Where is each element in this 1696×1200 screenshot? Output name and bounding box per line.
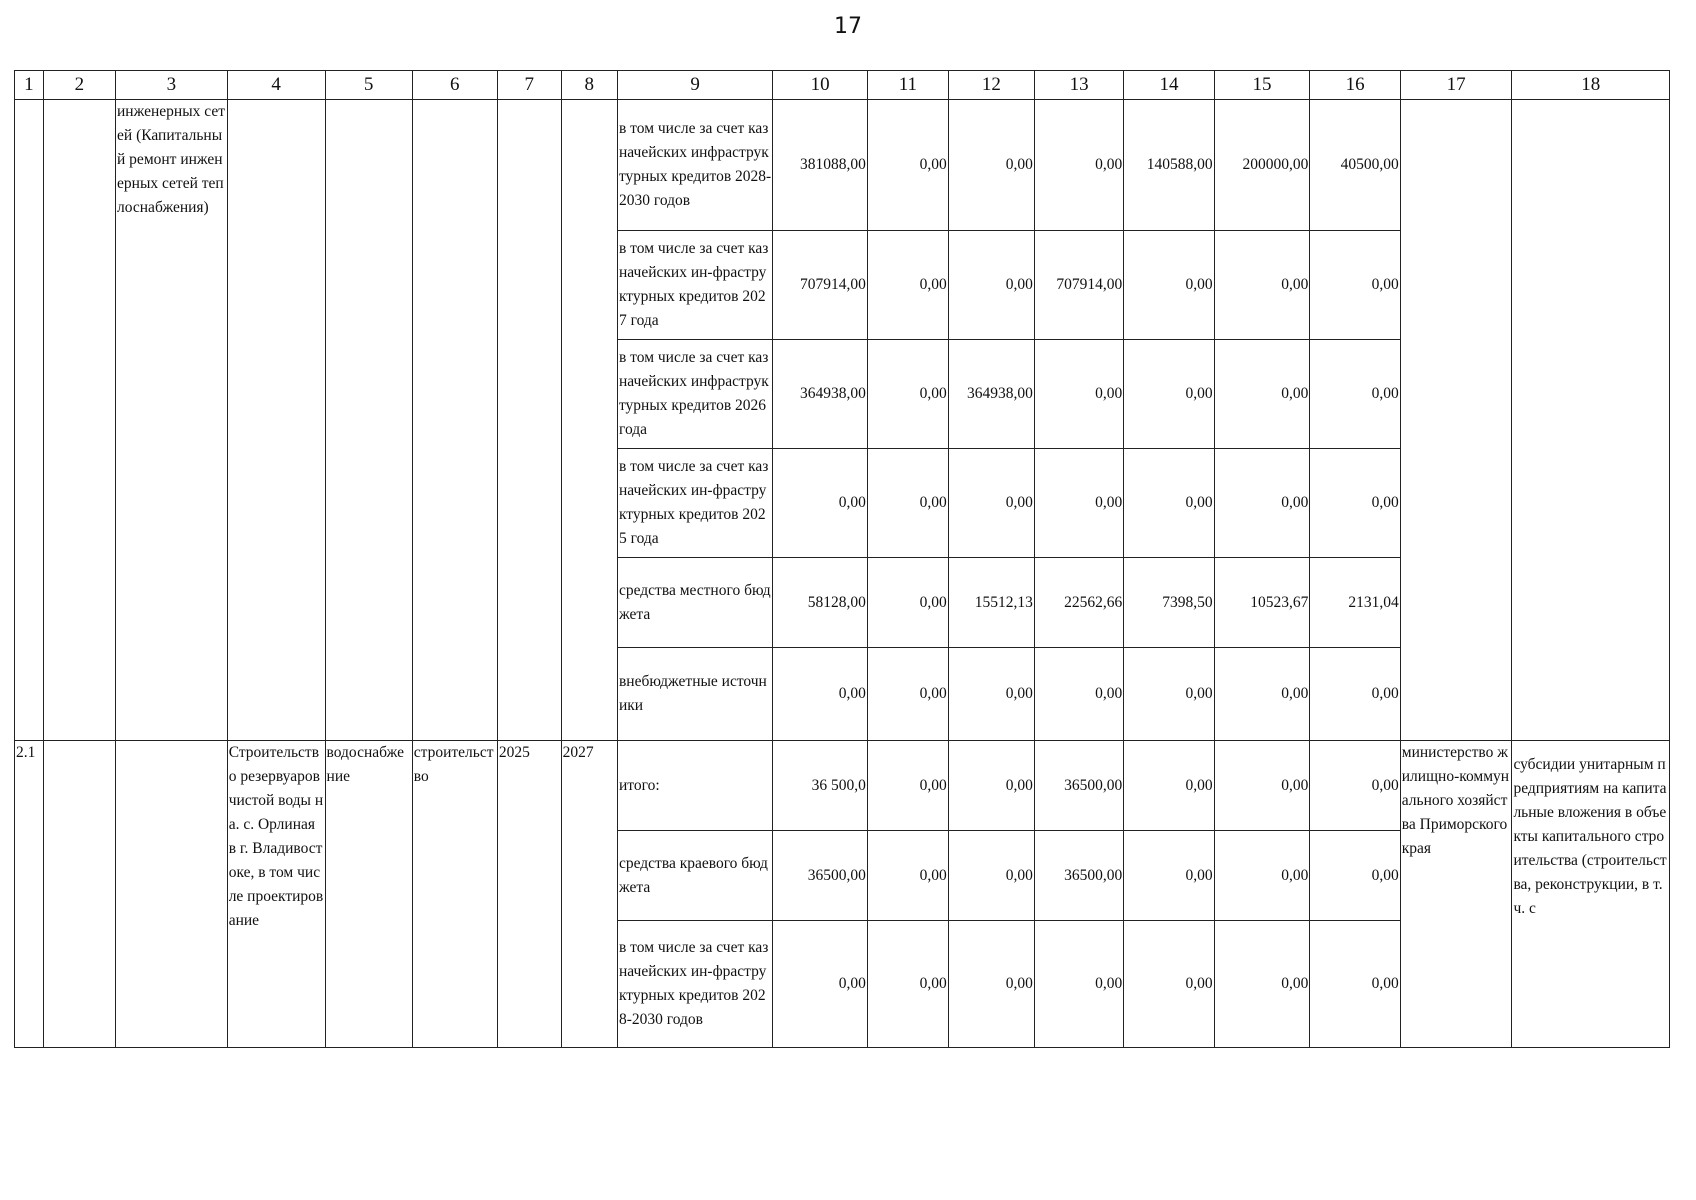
value-year: 36500,00 (1034, 831, 1123, 921)
col-header: 10 (773, 71, 868, 100)
value-year: 22562,66 (1034, 558, 1123, 648)
value-year: 15512,13 (948, 558, 1034, 648)
value-year: 0,00 (1214, 340, 1310, 449)
value-year: 0,00 (1310, 831, 1400, 921)
value-year: 0,00 (1034, 340, 1123, 449)
value-year: 0,00 (1310, 741, 1400, 831)
cell-col2 (43, 100, 115, 741)
object-name: инженерных сетей (Капитальный ремонт инженерных сетей теплоснабжения) (116, 100, 228, 741)
funding-source: средства краевого бюджета (617, 831, 772, 921)
table-row (15, 100, 1670, 231)
value-year: 0,00 (948, 741, 1034, 831)
value-year: 0,00 (1124, 449, 1214, 558)
value-year: 707914,00 (1034, 231, 1123, 340)
value-year: 364938,00 (948, 340, 1034, 449)
value-year: 36500,00 (1034, 741, 1123, 831)
value-year: 0,00 (948, 921, 1034, 1048)
funding-source: в том числе за счет казначейских ин-фраструктурных кредитов 2028-2030 годов (617, 921, 772, 1048)
value-year: 0,00 (1214, 741, 1310, 831)
cell-col4 (227, 100, 325, 741)
value-year: 0,00 (1034, 921, 1123, 1048)
value-year: 0,00 (1214, 831, 1310, 921)
value-year: 0,00 (948, 648, 1034, 741)
col-header: 14 (1124, 71, 1214, 100)
funding-source: в том числе за счет казначейских инфраструктурных кредитов 2028-2030 годов (617, 100, 772, 231)
cell-col3 (116, 741, 228, 1048)
value-year: 0,00 (867, 831, 948, 921)
cell-col5 (325, 100, 412, 741)
funding-source: в том числе за счет казначейских инфраструктурных кредитов 2026 года (617, 340, 772, 449)
value-year: 0,00 (948, 449, 1034, 558)
value-year: 0,00 (1214, 231, 1310, 340)
cell-col2 (43, 741, 115, 1048)
value-year: 2131,04 (1310, 558, 1400, 648)
value-total: 58128,00 (773, 558, 868, 648)
col-header: 11 (867, 71, 948, 100)
object-number: 2.1 (15, 741, 44, 1048)
value-year: 0,00 (948, 100, 1034, 231)
object-executor: министерство жилищно-коммунального хозяйства Приморского края (1400, 741, 1512, 1048)
value-total: 0,00 (773, 648, 868, 741)
value-year: 0,00 (1310, 648, 1400, 741)
col-header: 8 (561, 71, 617, 100)
cell-col6 (412, 100, 497, 741)
value-year: 0,00 (1124, 921, 1214, 1048)
value-year: 0,00 (1124, 231, 1214, 340)
value-year: 0,00 (1034, 100, 1123, 231)
value-year: 0,00 (1124, 340, 1214, 449)
col-header: 5 (325, 71, 412, 100)
value-year: 40500,00 (1310, 100, 1400, 231)
col-header: 1 (15, 71, 44, 100)
value-year: 0,00 (867, 340, 948, 449)
col-header: 2 (43, 71, 115, 100)
object-start-year: 2025 (497, 741, 561, 1048)
object-sector: водоснабжение (325, 741, 412, 1048)
value-year: 0,00 (1310, 340, 1400, 449)
value-year: 0,00 (867, 231, 948, 340)
funding-form-cell (1512, 100, 1670, 741)
value-year: 200000,00 (1214, 100, 1310, 231)
value-year: 0,00 (1124, 741, 1214, 831)
col-header: 6 (412, 71, 497, 100)
value-total: 36500,00 (773, 831, 868, 921)
col-header: 3 (116, 71, 228, 100)
col-header: 12 (948, 71, 1034, 100)
value-year: 0,00 (867, 558, 948, 648)
value-total: 36 500,0 (773, 741, 868, 831)
value-year: 10523,67 (1214, 558, 1310, 648)
value-year: 0,00 (948, 231, 1034, 340)
funding-source: в том числе за счет казначейских ин-фраструктурных кредитов 2025 года (617, 449, 772, 558)
value-year: 0,00 (1124, 831, 1214, 921)
value-total: 0,00 (773, 921, 868, 1048)
col-header: 13 (1034, 71, 1123, 100)
value-year: 0,00 (1214, 648, 1310, 741)
cell-col7 (497, 100, 561, 741)
value-year: 0,00 (1310, 231, 1400, 340)
col-header: 16 (1310, 71, 1400, 100)
funding-source: итого: (617, 741, 772, 831)
object-name: Строительство резервуаров чистой воды на. с. Орлиная в г. Владивостоке, в том числе проектирование (227, 741, 325, 1048)
col-header: 4 (227, 71, 325, 100)
col-header: 18 (1512, 71, 1670, 100)
value-year: 0,00 (1034, 648, 1123, 741)
col-header: 7 (497, 71, 561, 100)
value-total: 381088,00 (773, 100, 868, 231)
cell-number (15, 100, 44, 741)
value-year: 0,00 (867, 449, 948, 558)
executor-cell (1400, 100, 1512, 741)
value-year: 0,00 (1310, 921, 1400, 1048)
object-work-type: строительство (412, 741, 497, 1048)
page-number: 17 (834, 14, 862, 39)
col-header: 9 (617, 71, 772, 100)
value-year: 0,00 (1310, 449, 1400, 558)
value-year: 0,00 (867, 648, 948, 741)
cell-col8 (561, 100, 617, 741)
value-year: 0,00 (1124, 648, 1214, 741)
funding-source: внебюджетные источники (617, 648, 772, 741)
value-total: 0,00 (773, 449, 868, 558)
value-year: 0,00 (867, 100, 948, 231)
value-year: 0,00 (867, 741, 948, 831)
funding-source: средства местного бюджета (617, 558, 772, 648)
col-header: 17 (1400, 71, 1512, 100)
value-year: 0,00 (1214, 449, 1310, 558)
object-end-year: 2027 (561, 741, 617, 1048)
value-year: 0,00 (867, 921, 948, 1048)
object-funding-form: субсидии унитарным предприятиям на капитальные вложения в объекты капитального строительства (строительства, реконструкции, в т. ч. с (1512, 741, 1670, 1048)
value-year: 0,00 (1214, 921, 1310, 1048)
value-year: 140588,00 (1124, 100, 1214, 231)
column-number-row (15, 71, 1670, 100)
funding-source: в том числе за счет казначейских ин-фраструктурных кредитов 2027 года (617, 231, 772, 340)
value-total: 364938,00 (773, 340, 868, 449)
budget-table (14, 70, 1670, 1048)
col-header: 15 (1214, 71, 1310, 100)
table-row (15, 741, 1670, 831)
value-year: 0,00 (1034, 449, 1123, 558)
value-year: 0,00 (948, 831, 1034, 921)
value-year: 7398,50 (1124, 558, 1214, 648)
value-total: 707914,00 (773, 231, 868, 340)
